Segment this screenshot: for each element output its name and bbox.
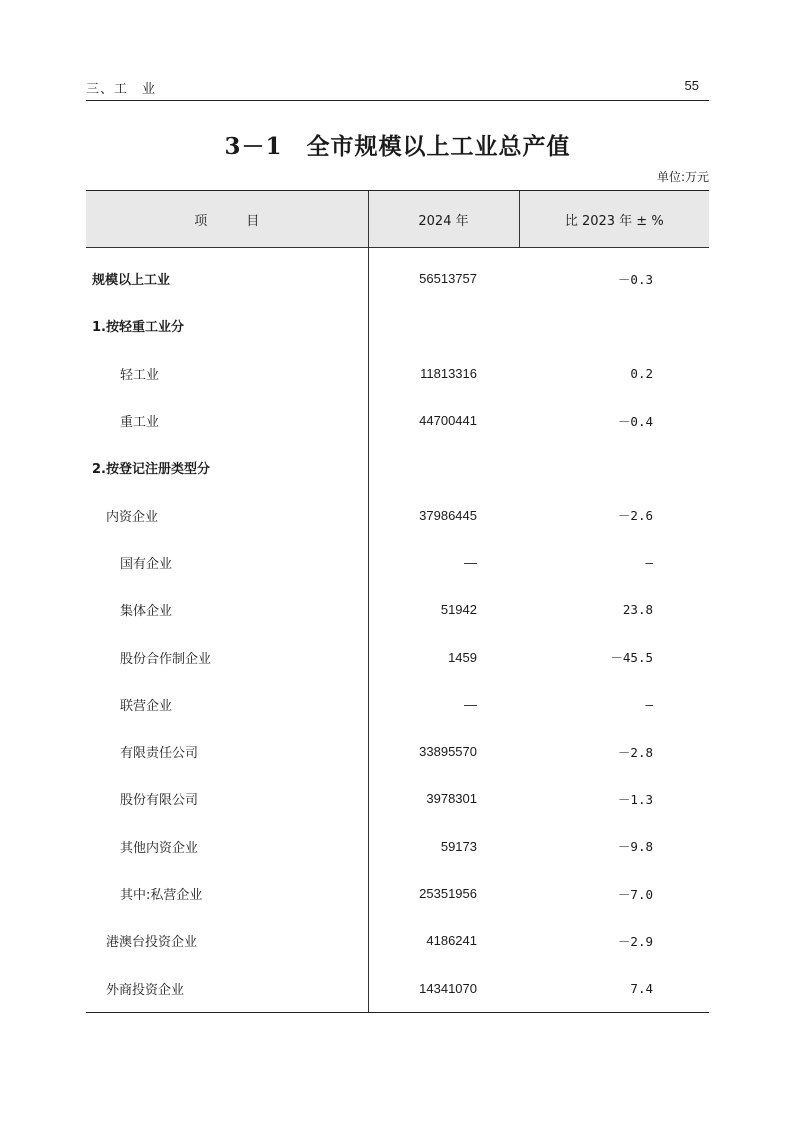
row-value: 11813316: [368, 350, 519, 397]
row-label: 有限责任公司: [120, 746, 199, 762]
row-label: 2.按登记注册类型分: [92, 462, 210, 478]
row-label: 股份有限公司: [120, 793, 199, 809]
row-value: 37986445: [368, 491, 519, 538]
table-row: [86, 681, 709, 728]
row-change: 7.4: [519, 964, 709, 1012]
row-value: 4186241: [368, 917, 519, 964]
row-value: [368, 444, 519, 491]
table-row: [86, 444, 709, 491]
table-row: [86, 728, 709, 775]
row-label: 股份合作制企业: [120, 651, 212, 667]
row-value: 59173: [368, 823, 519, 870]
row-change: －45.5: [610, 650, 653, 666]
row-label: 规模以上工业: [92, 273, 171, 289]
row-value: 1459: [368, 633, 519, 680]
table-row: [86, 350, 709, 397]
row-value: 56513757: [368, 248, 519, 303]
table-row: [86, 870, 709, 917]
page-number: 55: [684, 78, 699, 93]
data-table: [86, 190, 709, 1013]
table-row: [86, 917, 709, 964]
table-title: [86, 128, 709, 161]
row-value: —: [368, 681, 519, 728]
row-change: —: [645, 696, 653, 712]
row-change: －2.8: [617, 744, 653, 760]
row-label: 外商投资企业: [86, 964, 368, 1012]
row-change: 23.8: [622, 602, 653, 618]
row-change: [519, 444, 709, 491]
running-header: [86, 76, 709, 101]
table-number: 3－1: [224, 133, 283, 160]
table-row: [86, 539, 709, 586]
row-value: 51942: [368, 586, 519, 633]
row-change: [519, 302, 709, 349]
row-value: 25351956: [368, 870, 519, 917]
table-row: [86, 633, 709, 680]
row-label: 联营企业: [120, 698, 173, 714]
row-change: －2.9: [617, 933, 653, 949]
table-row: [86, 302, 709, 349]
unit-label: 单位:万元: [656, 170, 709, 184]
row-change: －9.8: [617, 839, 653, 855]
row-label: 港澳台投资企业: [106, 935, 198, 951]
row-value: —: [368, 539, 519, 586]
row-label: 其他内资企业: [120, 840, 199, 856]
row-change: －1.3: [617, 791, 653, 807]
row-label: 轻工业: [120, 367, 160, 383]
table-row: [86, 775, 709, 822]
row-value: 33895570: [368, 728, 519, 775]
row-change: －0.4: [617, 413, 653, 429]
table-row: [86, 491, 709, 538]
row-label: 其中:私营企业: [120, 888, 203, 903]
row-value: [368, 302, 519, 349]
table-row: [86, 586, 709, 633]
table-row: [86, 248, 709, 303]
row-change: 0.2: [630, 365, 653, 381]
table-row: [86, 964, 709, 1012]
row-change: －0.3: [617, 271, 653, 287]
row-value: 44700441: [368, 397, 519, 444]
row-change: —: [645, 554, 653, 570]
row-change: －2.6: [617, 508, 653, 524]
table-row: [86, 823, 709, 870]
section-label: 三、工 业: [86, 82, 157, 97]
column-header-item: 项 目: [86, 191, 368, 248]
row-label: 1.按轻重工业分: [92, 320, 184, 336]
row-label: 内资企业: [106, 509, 159, 525]
table-row: [86, 397, 709, 444]
row-label: 国有企业: [120, 556, 173, 572]
column-header-year: 2024 年: [368, 191, 519, 248]
row-value: 3978301: [368, 775, 519, 822]
row-label: 集体企业: [120, 604, 173, 620]
table-title-text: 全市规模以上工业总产值: [306, 133, 571, 160]
row-value: 14341070: [368, 964, 519, 1012]
row-label: 重工业: [120, 415, 160, 431]
table-header-row: [86, 191, 709, 248]
column-header-change: 比 2023 年 ± %: [519, 191, 709, 248]
row-change: －7.0: [617, 886, 653, 902]
